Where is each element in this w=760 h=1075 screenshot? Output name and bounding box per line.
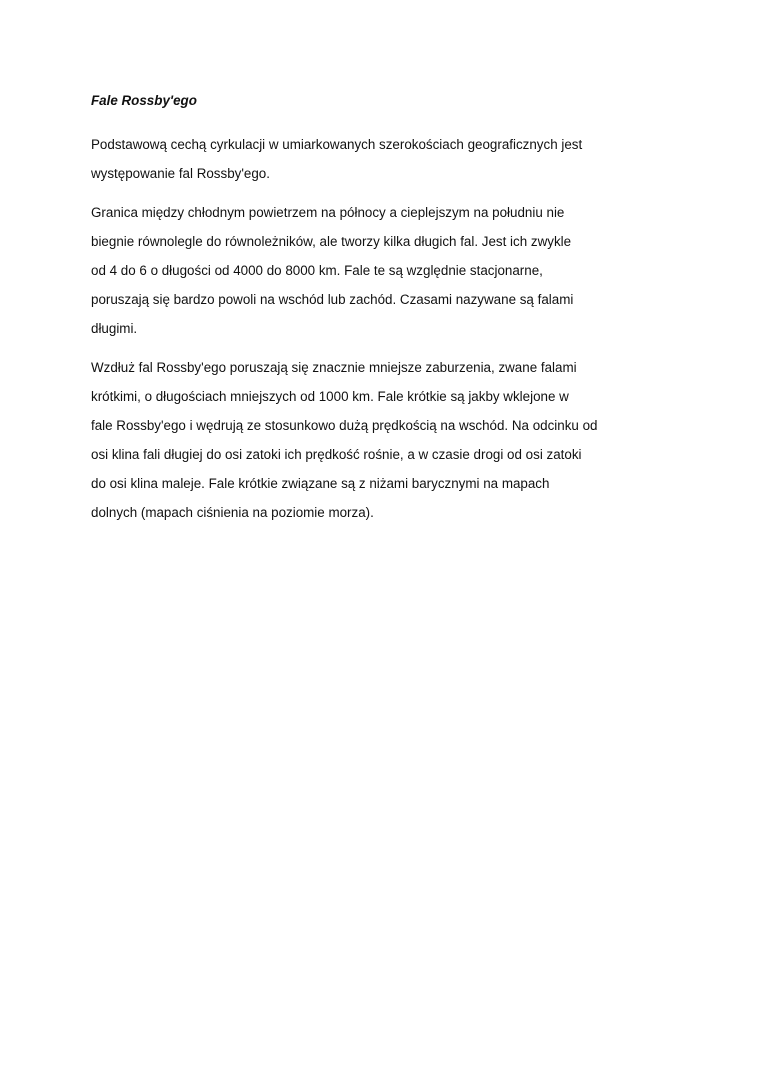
paragraph-3 [91, 353, 621, 527]
text-line: Granica między chłodnym powietrzem na północy a cieplejszym na południu nie [91, 205, 565, 220]
paragraph-1 [91, 130, 621, 188]
document-body [91, 92, 621, 537]
text-line: krótkimi, o długościach mniejszych od 1000 km. Fale krótkie są jakby wklejone w [91, 389, 569, 404]
text-line: dolnych (mapach ciśnienia na poziomie morza). [91, 505, 374, 520]
text-line: od 4 do 6 o długości od 4000 do 8000 km. Fale te są względnie stacjonarne, [91, 263, 543, 278]
text-line: Wzdłuż fal Rossby'ego poruszają się znacznie mniejsze zaburzenia, zwane falami [91, 360, 577, 375]
text-line: poruszają się bardzo powoli na wschód lub zachód. Czasami nazywane są falami [91, 292, 574, 307]
text-line: osi klina fali długiej do osi zatoki ich prędkość rośnie, a w czasie drogi od osi zatoki [91, 447, 582, 462]
paragraph-2 [91, 198, 621, 343]
document-title: Fale Rossby'ego [91, 93, 197, 108]
text-line: Podstawową cechą cyrkulacji w umiarkowanych szerokościach geograficznych jest [91, 137, 583, 152]
text-line: biegnie równolegle do równoleżników, ale tworzy kilka długich fal. Jest ich zwykle [91, 234, 572, 249]
text-line: fale Rossby'ego i wędrują ze stosunkowo dużą prędkością na wschód. Na odcinku od [91, 418, 598, 433]
text-line: do osi klina maleje. Fale krótkie związane są z niżami barycznymi na mapach [91, 476, 550, 491]
text-line: długimi. [91, 321, 138, 336]
text-line: występowanie fal Rossby'ego. [91, 166, 270, 181]
